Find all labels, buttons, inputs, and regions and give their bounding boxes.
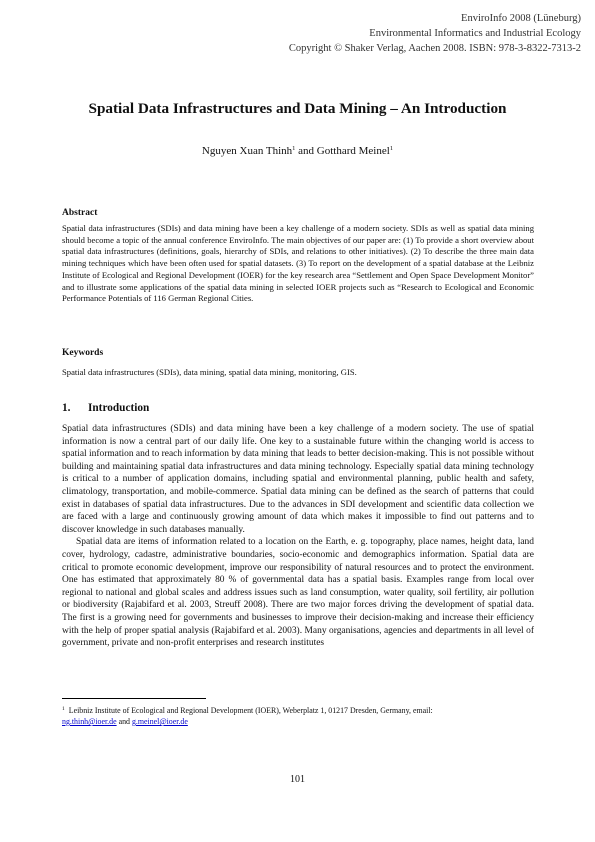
- footnote: [62, 705, 534, 727]
- paper-title: Spatial Data Infrastructures and Data Mining – An Introduction: [88, 100, 507, 117]
- keywords-heading: Keywords: [62, 348, 104, 358]
- header-proceedings-title: Environmental Informatics and Industrial Ecology: [369, 28, 581, 39]
- footnote-mark: 1: [62, 706, 65, 712]
- header-copyright: Copyright © Shaker Verlag, Aachen 2008. ISBN: 978-3-8322-7313-2: [288, 43, 581, 54]
- footnote-divider: [62, 698, 206, 699]
- introduction-body: [62, 423, 534, 650]
- header-conference: EnviroInfo 2008 (Lüneburg): [461, 13, 581, 24]
- author-line: [0, 145, 595, 157]
- section-heading-introduction: [62, 402, 149, 414]
- section-title: Introduction: [88, 402, 150, 414]
- author-connector: and: [295, 145, 317, 157]
- author-2: Gotthard Meinel: [316, 145, 390, 157]
- author-2-footnote-mark: 1: [389, 145, 394, 152]
- page-number: 101: [290, 774, 305, 785]
- email-link-thinh[interactable]: ng.thinh@ioer.de: [62, 717, 117, 726]
- body-paragraph-2: Spatial data are items of information related to a location on the Earth, e. g. topography, place names, height data, land cover, hydrology, cadastre, administrative boundaries, socio-economic and demographics information. Spatial data are critical to promote economic development, improve our responsibility of natural resources and to protect the environment. One has estimated that approximately 80 % of governmental data has a spatial basis. Examples range from local over regional to national and global scales and address issues such as land consumption, water quality, soil fertility, air pollution or biodiversity (Rajabifard et al. 2003, Streuff 2008). There are two major forces driving the development of spatial data. The first is a growing need for governments and businesses to improve their decision-making and increase their efficiency with the help of proper spatial analysis (Rajabifard et al. 2003). Many organisations, agencies and departments in all level of government, private and non-profit enterprises and research institutes: [62, 537, 534, 649]
- page-header: [289, 11, 581, 56]
- author-1-footnote-mark: 1: [292, 145, 296, 152]
- footnote-connector: and: [116, 717, 132, 726]
- section-number: 1.: [62, 402, 71, 414]
- abstract-heading: Abstract: [62, 208, 98, 218]
- footnote-text: Leibniz Institute of Ecological and Regional Development (IOER), Weberplatz 1, 01217 Dresden, Germany, email:: [68, 706, 433, 715]
- body-paragraph-1: Spatial data infrastructures (SDIs) and data mining have been a key challenge of a modern society. The use of spatial information is now a central part of our daily life. One key to a sustainable future within the changing world is access to spatial information and to reach information by data mining that leads to better decision-making. This is not possible without building and maintaining spatial data infrastructures and data mining technology. Especially spatial data mining technology is critical to a number of application domains, including spatial and environmental planning, public health and safety, climatology, transportation, and mobile-commerce. Spatial data mining can be defined as the search of patterns that could exist in databases of spatial data infrastructures. Due to the advances in SDI development and scientific data collection we are faced with a large and continuously growing amount of data which makes it impossible to find out patterns and to discover knowledge in such databases manually.: [62, 424, 534, 535]
- author-1: Nguyen Xuan Thinh: [201, 145, 293, 157]
- keywords-text: Spatial data infrastructures (SDIs), data mining, spatial data mining, monitoring, GIS.: [62, 367, 357, 377]
- abstract-text: Spatial data infrastructures (SDIs) and data mining have been a key challenge of a modern society. SDIs as well as spatial data mining should become a topic of the annual conference EnviroInfo. The main objectives of our paper are: (1) To provide a short overview about spatial data infrastructures (definitions, goals, hierarchy of SDIs, and relations to other initiatives). (2) To describe the three main data mining techniques which have been often used for spatial datasets. (3) To report on the development of a spatial database at the Leibniz Institute of Ecological and Regional Development (IOER) for the key research area “Settlement and Open Space Development Monitor” and to illustrate some applications of the spatial data mining in selected IOER projects such as “Research to Ecological and Economic Performance Potentials of 116 German Regional Cities.: [62, 223, 534, 304]
- email-link-meinel[interactable]: g.meinel@ioer.de: [131, 717, 188, 726]
